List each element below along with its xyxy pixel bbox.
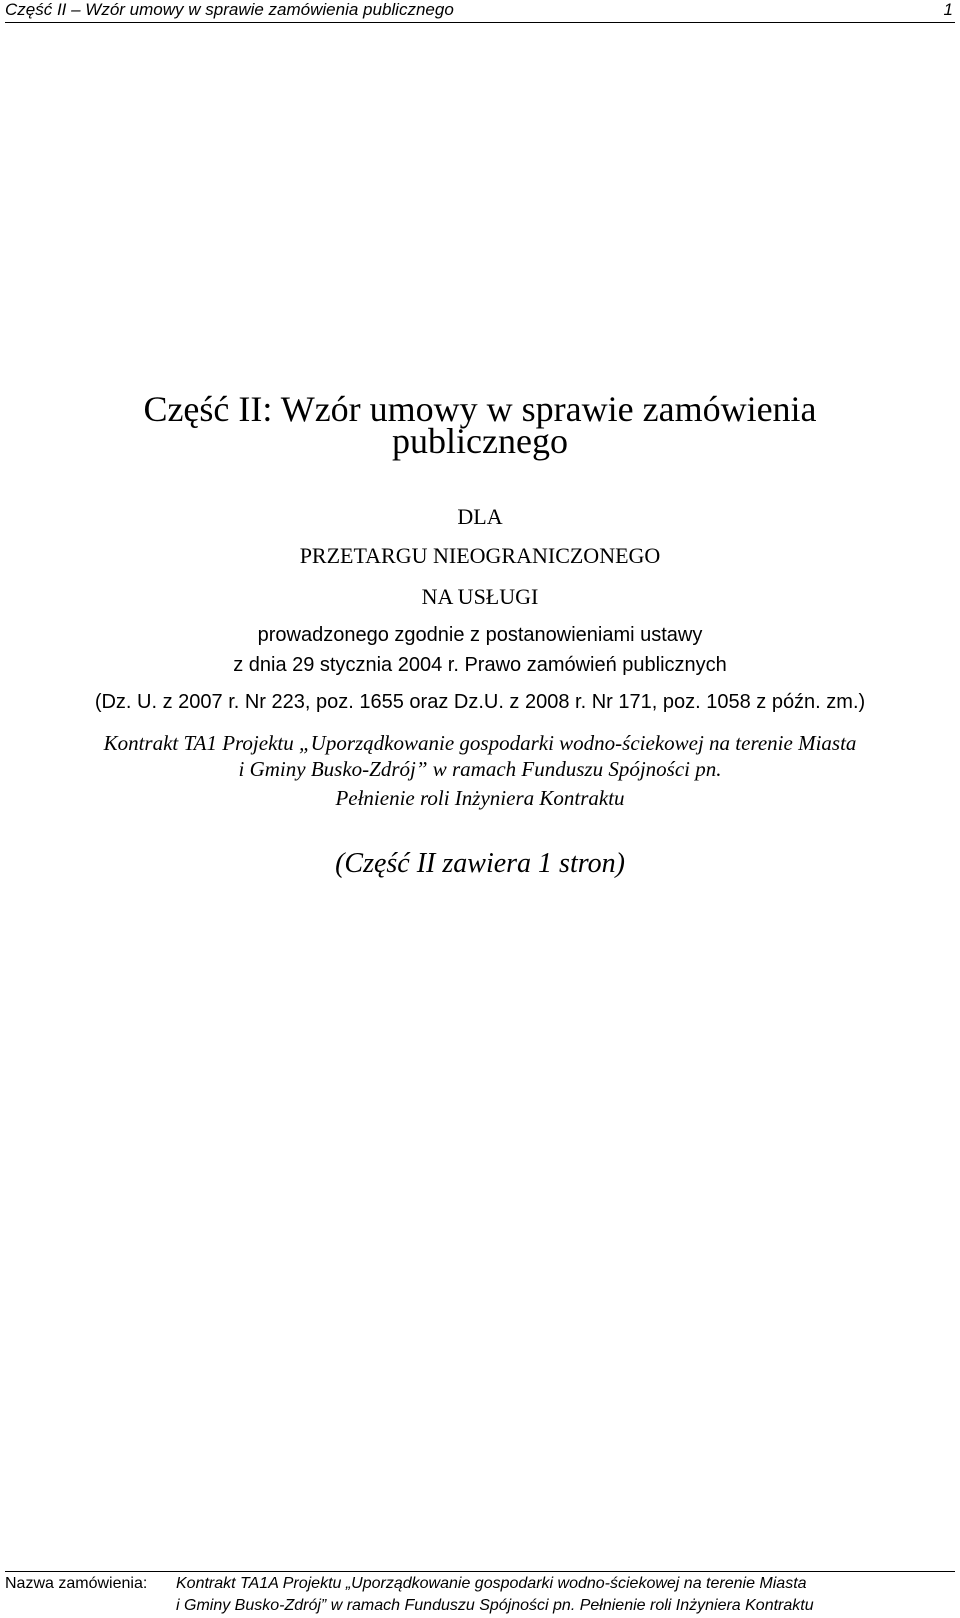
footer-label: Nazwa zamówienia: <box>5 1575 148 1592</box>
contract-line-1: Kontrakt TA1 Projektu „Uporządkowanie gospodarki wodno-ściekowej na terenie Miasta <box>103 731 857 755</box>
header-title: Część II – Wzór umowy w sprawie zamówienia publicznego <box>5 0 454 19</box>
footer-line-1: Kontrakt TA1A Projektu „Uporządkowanie gospodarki wodno-ściekowej na terenie Miasta <box>176 1575 807 1592</box>
header-page-number: 1 <box>943 0 953 19</box>
legal-basis-line-2: z dnia 29 stycznia 2004 r. Prawo zamówień publicznych <box>233 654 727 676</box>
procedure-line-3: NA USŁUGI <box>421 584 539 609</box>
page-header <box>5 0 955 23</box>
procedure-line-1: DLA <box>457 504 503 529</box>
document-title-line-2: publicznego <box>392 421 568 461</box>
contract-line-2: i Gminy Busko-Zdrój” w ramach Funduszu Spójności pn. <box>238 757 722 781</box>
page-footer <box>5 1571 955 1618</box>
contract-line-3: Pełnienie roli Inżyniera Kontraktu <box>335 786 625 810</box>
document-title-line-1: Część II: Wzór umowy w sprawie zamówienia <box>143 389 817 429</box>
procedure-line-2: PRZETARGU NIEOGRANICZONEGO <box>299 543 661 568</box>
legal-basis-line-3: (Dz. U. z 2007 r. Nr 223, poz. 1655 oraz Dz.U. z 2008 r. Nr 171, poz. 1058 z późn. zm.) <box>94 691 866 713</box>
legal-basis-line-1: prowadzonego zgodnie z postanowieniami ustawy <box>257 624 703 646</box>
footer-line-2: i Gminy Busko-Zdrój” w ramach Funduszu Spójności pn. Pełnienie roli Inżyniera Kontraktu <box>176 1597 814 1614</box>
page-count-note: (Część II zawiera 1 stron) <box>335 848 625 879</box>
